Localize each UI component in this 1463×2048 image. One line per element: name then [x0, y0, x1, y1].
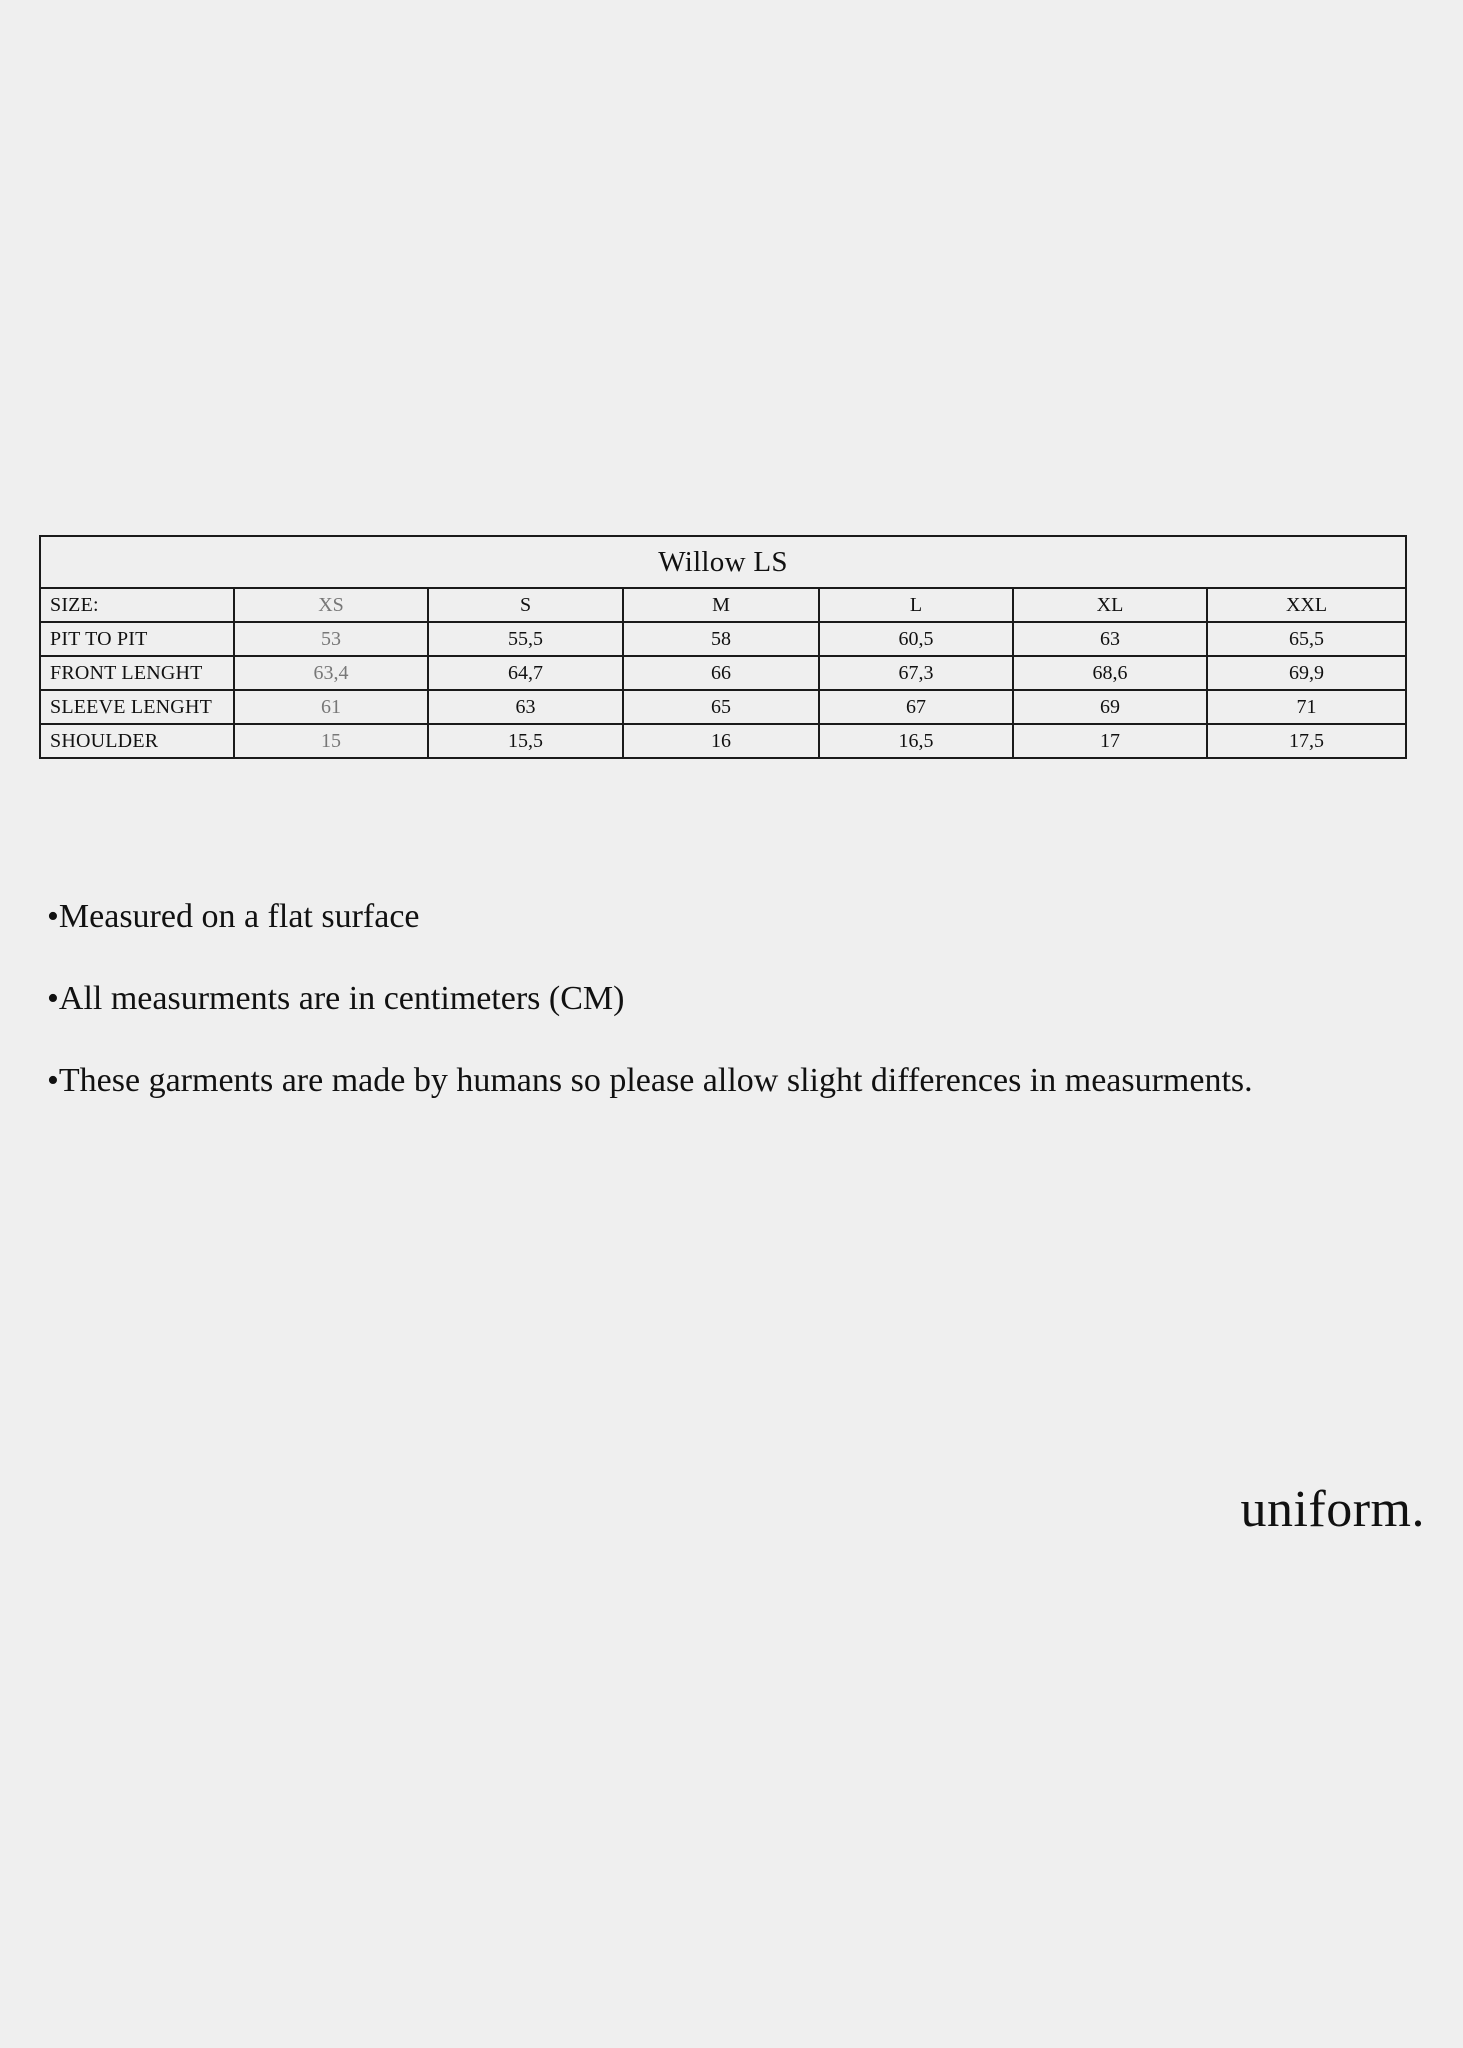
note-item: •These garments are made by humans so please allow slight differences in measurments. [47, 1062, 1253, 1099]
size-chart-table [39, 535, 1407, 759]
table-cell: 71 [1207, 690, 1406, 724]
table-row [40, 724, 1406, 758]
row-label: FRONT LENGHT [40, 656, 234, 690]
size-header: XXL [1207, 588, 1406, 622]
row-label: SHOULDER [40, 724, 234, 758]
table-cell: 67,3 [819, 656, 1013, 690]
note-item: •Measured on a flat surface [47, 898, 420, 935]
size-header: L [819, 588, 1013, 622]
brand-logo: uniform. [1240, 1481, 1425, 1538]
table-cell: 63 [1013, 622, 1207, 656]
note-item: •All measurments are in centimeters (CM) [47, 980, 625, 1017]
chart-title-row [40, 536, 1406, 588]
size-header: XL [1013, 588, 1207, 622]
measurement-notes [47, 900, 1253, 1146]
size-header-row [40, 588, 1406, 622]
table-row [40, 622, 1406, 656]
table-cell: 69,9 [1207, 656, 1406, 690]
row-label: SLEEVE LENGHT [40, 690, 234, 724]
table-cell: 55,5 [428, 622, 623, 656]
row-label: PIT TO PIT [40, 622, 234, 656]
size-label: SIZE: [40, 588, 234, 622]
table-cell: 17,5 [1207, 724, 1406, 758]
table-cell: 15,5 [428, 724, 623, 758]
table-cell: 68,6 [1013, 656, 1207, 690]
size-header: S [428, 588, 623, 622]
table-cell: 67 [819, 690, 1013, 724]
table-cell: 66 [623, 656, 819, 690]
table-cell: 63 [428, 690, 623, 724]
table-cell: 17 [1013, 724, 1207, 758]
table-cell: 15 [234, 724, 428, 758]
table-cell: 69 [1013, 690, 1207, 724]
table-cell: 65 [623, 690, 819, 724]
table-cell: 65,5 [1207, 622, 1406, 656]
table-cell: 61 [234, 690, 428, 724]
table-row [40, 690, 1406, 724]
chart-title: Willow LS [40, 536, 1406, 588]
table-cell: 53 [234, 622, 428, 656]
size-header: XS [234, 588, 428, 622]
table-cell: 60,5 [819, 622, 1013, 656]
table-cell: 16,5 [819, 724, 1013, 758]
table-row [40, 656, 1406, 690]
table-cell: 16 [623, 724, 819, 758]
table-cell: 58 [623, 622, 819, 656]
table-cell: 64,7 [428, 656, 623, 690]
table-cell: 63,4 [234, 656, 428, 690]
size-header: M [623, 588, 819, 622]
